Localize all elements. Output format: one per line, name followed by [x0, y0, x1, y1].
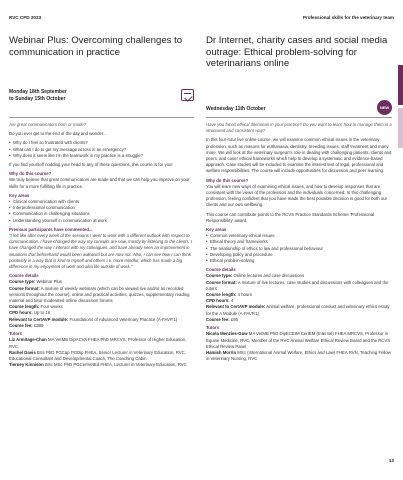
- left-question-list: [9, 140, 194, 159]
- course-format: Course format: A mixture of weekly webinars (which can be viewed live and/or as recorded versions throughout the course), online and practical activities, quizzes, supplementary reading material and tutor-moderated online discussion forums: [9, 285, 190, 304]
- section-heading: Tutors: [206, 325, 220, 331]
- list-item: • Common veterinary ethical issues: [206, 233, 392, 239]
- tutor: Tierney Kinnison BSc MSc PhD PGCertVetEd FHEA, Lecturer in Veterinary Education, RVC: [9, 362, 187, 368]
- calendar-check-icon: [181, 89, 194, 101]
- tutor: Nicola Menzies-Gow MA VetMB PhD DipECEIM CertEM (Internal) FHEA MRCVS, Professor in Equine Medicine, RVC, Member of the RVC Animal Welfare Ethical Review Board and the RCVS Ethical Review Panel: [206, 331, 391, 349]
- list-item: • Communication in challenging situations: [9, 211, 194, 217]
- right-column: [206, 35, 392, 455]
- cpd-hours: CPD hours: Up to 16: [9, 310, 51, 316]
- list-item: • The relationship of ethics to law and professional behaviour: [206, 246, 392, 252]
- tutor: Hamish Morrin MSc (International Animal Welfare, Ethics and Law) FHEA RVN, Teaching Fellow in Veterinary Nursing, RVC: [206, 349, 391, 362]
- right-date: Wednesday 11th October: [206, 106, 266, 112]
- left-course-title: Webinar Plus: Overcoming challenges to communication in practice: [9, 35, 183, 58]
- section-heading: Key areas: [9, 192, 30, 198]
- list-item: • Interprofessional communication: [9, 205, 194, 211]
- list-item: • Ethical problem-solving: [206, 258, 392, 264]
- section-heading: Course details: [206, 267, 236, 273]
- section-heading: Course details: [9, 273, 39, 279]
- list-item: • Ethical theory and frameworks: [206, 239, 392, 245]
- page-number: 13: [388, 458, 394, 463]
- divider: [206, 117, 392, 118]
- tutor: Rachel Davis BSc PhD PGCap PGDip FHEA, Senior Lecturer in Veterinary Education, RVC, Educational Consultant and Developmental Coach, The Coaching Cabin: [9, 349, 186, 361]
- relevant-module: Relevant to CertAVP module: Foundations of Advanced Veterinary Practice (A-FAVP.1): [9, 316, 178, 322]
- section-heading: Why do this course?: [9, 171, 52, 177]
- page-header: [9, 15, 394, 25]
- testimonial-quote: "I felt like after every week of the sessions I went to work with a different outlook with respect to communication. I have changed the way my consults are now, mostly by listening to the clients. I have changed the way I interact with my colleagues, and have already seen an improvement in situations that beforehand would been awkward but are now not. Also, I can see how I can think positively in a way that is kind to myself and others i.e. more mindful, which has made a big difference in my enjoyment of work and also life outside of work.": [9, 233, 193, 270]
- header-left: RVC CPD 2023: [9, 15, 42, 20]
- side-tab-accent: [398, 65, 403, 105]
- section-heading: Tutors: [9, 331, 23, 337]
- course-fee: Course fee: £389: [9, 322, 44, 328]
- course-type: Course type: Online lectures and case discussions: [206, 273, 305, 279]
- left-body: Are great communicators born or made? Do you ever get to the end of the day and wonder... • Why do I feel so frustrated with clients? • What can I do to get my message across in an emergency? • Why does it seem like I'm the teamwork in my practice is a struggle? If you find yourself nodding your head to any of these questions, this course is for you! Why do this course? We truly believe that great communicators are made and that we can help you improve on your skills for a more fulfilling life in practice. Key areas • Clinical communication with clients • Interprofessional communication • Communication in challenging situations • Understanding yourself in communication at work Previous participants have commented... "I felt like after every week of the sessions I went to work with a different outlook with respect to communication. I have changed the way my consults are now, mostly by listening to the clients. I have changed the way I interact with my colleagues, and have already seen an improvement in situations that beforehand would been awkward but are now not. Also, I can see how I can think positively in a way that is kind to myself and others i.e. more mindful, which has made a big difference in my enjoyment of work and also life outside of work." Course details Course type: Webinar Plus Course format: A mixture of weekly webinars (which can be viewed live and/or as recorded versions throughout the course), online and practical activities, quizzes, supplementary reading material and tutor-moderated online discussion forums Course length: Four weeks CPD hours: Up to 16 Relevant to CertAVP module: Foundations of Advanced Veterinary Practice (A-FAVP.1) Course fee: £389 Tutors Liz Armitage-Chan MA VetMB DipACVA FHEA PhD MRCVS, Professor of Higher Education, RVC Rachel Davis BSc PhD PGCap PGDip FHEA, Senior Lecturer in Veterinary Education, RVC, Educational Consultant and Developmental Coach, The Coaching Cabin Tierney Kinnison BSc MSc PhD PGCertVetEd FHEA, Lecturer in Veterinary Education, RVC: [9, 122, 194, 368]
- course-format: Course format: A mixture of live lectures, case studies and discussions with colleagues and the tutors: [206, 279, 389, 291]
- list-item: • Why does it seem like I'm the teamwork in my practice is a struggle?: [9, 153, 194, 159]
- right-key-areas: [206, 233, 392, 264]
- left-intro: Are great communicators born or made?: [9, 122, 87, 127]
- course-length: Course length: Four weeks: [9, 304, 63, 310]
- course-fee: Course fee: £95: [206, 316, 239, 322]
- section-heading: Why do this course?: [206, 177, 249, 183]
- section-heading: Previous participants have commented...: [9, 226, 93, 232]
- list-item: • What can I do to get my message across in an emergency?: [9, 147, 194, 153]
- course-type: Course type: Webinar Plus: [9, 279, 62, 285]
- divider: [9, 117, 194, 118]
- right-intro: Have you faced ethical dilemmas in your practice? Do you want to learn how to manage them in a structured and consistent way?: [206, 122, 392, 134]
- header-right: Professional skills for the veterinary team: [302, 15, 394, 20]
- list-item: • Developing policy and procedure: [206, 252, 392, 258]
- left-column: [9, 35, 194, 455]
- left-date: Monday 18th September to Sunday 15th October: [9, 89, 67, 102]
- list-item: • Clinical communication with clients: [9, 199, 194, 205]
- left-key-areas: [9, 199, 194, 224]
- right-course-title: Dr Internet, charity cases and social media outrage: Ethical problem-solving for veterinarians online: [206, 35, 388, 70]
- list-item: • Why do I feel so frustrated with clients?: [9, 140, 194, 146]
- list-item: • Understanding yourself in communication at work: [9, 218, 194, 224]
- new-badge: NEW: [377, 100, 392, 115]
- cpd-hours: CPD hours: 4: [206, 298, 234, 304]
- section-heading: Key areas: [206, 227, 227, 233]
- relevant-module: Relevant to CertAVP module: Animal welfare, professional conduct and veterinary ethics essay for the A Module (A-FAVP.1): [206, 304, 390, 316]
- side-tab-light: [398, 108, 403, 148]
- course-length: Course length: 4 hours: [206, 292, 252, 298]
- tutor: Liz Armitage-Chan MA VetMB DipACVA FHEA PhD MRCVS, Professor of Higher Education, RVC: [9, 337, 187, 349]
- right-body: Have you faced ethical dilemmas in your practice? Do you want to learn how to manage them in a structured and consistent way? In this four-hour live online course, we will examine common ethical issues in the veterinary profession, such as reasons for euthanasia, dentistry, breeding issues, staff treatment and many more. We will look at the veterinary surgeon's role in dealing with challenging patients, clients and peers, and cover ethical frameworks which help to develop a systematic and evidence-based approach. Case studies will be included to examine the interest test of legal, professional and welfare responsibilities. The course will include opportunities for discussion and peer learning. Why do this course? You will learn new ways of examining ethical issues, and how to develop responses that are consistent with the views of the profession and the individuals concerned. In this challenging profession, feeling confident that you have made the best possible decision is good for both our clients and our own wellbeing. This course can contribute points to the RCVS Practice Standards Scheme 'Professional Responsibility' award. Key areas • Common veterinary ethical issues • Ethical theory and frameworks • The relationship of ethics to law and professional behaviour • Developing policy and procedure • Ethical problem-solving Course details Course type: Online lectures and case discussions Course format: A mixture of live lectures, case studies and discussions with colleagues and the tutors Course length: 4 hours CPD hours: 4 Relevant to CertAVP module: Animal welfare, professional conduct and veterinary ethics essay for the A Module (A-FAVP.1) Course fee: £95 Tutors Nicola Menzies-Gow MA VetMB PhD DipECEIM CertEM (Internal) FHEA MRCVS, Professor in Equine Medicine, RVC, Member of the RVC Animal Welfare Ethical Review Board and the RCVS Ethical Review Panel Hamish Morrin MSc (International Animal Welfare, Ethics and Law) FHEA RVN, Teaching Fellow in Veterinary Nursing, RVC: [206, 122, 392, 362]
